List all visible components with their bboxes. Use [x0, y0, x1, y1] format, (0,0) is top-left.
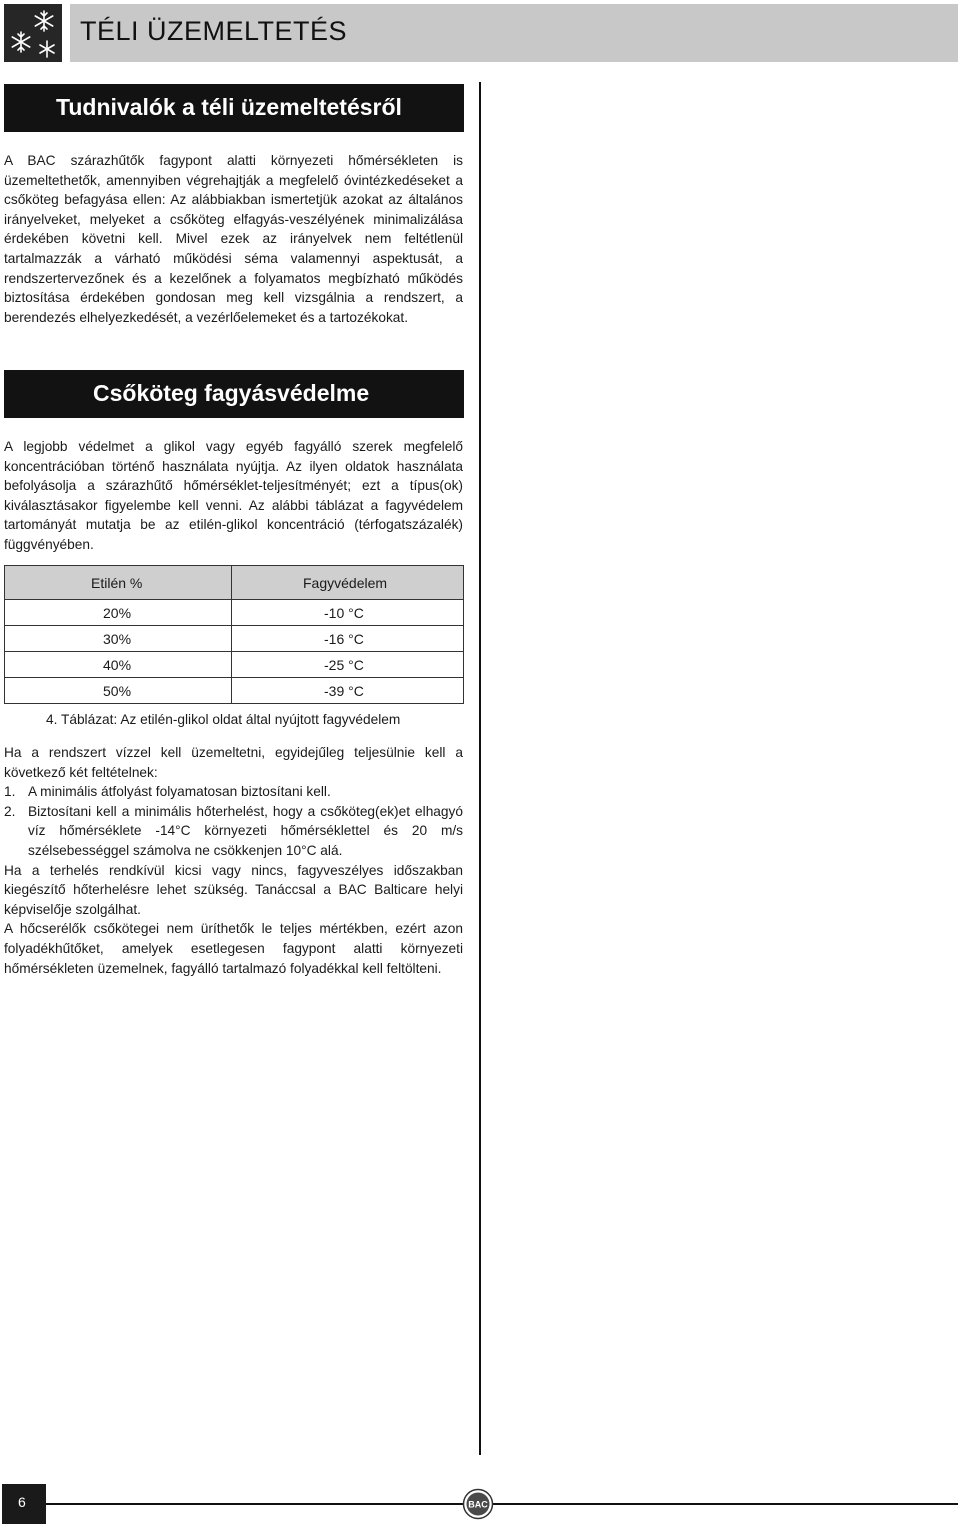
list-item: [4, 802, 463, 861]
conditions-list: [4, 782, 463, 860]
load-paragraph: Ha a terhelés rendkívül kicsi vagy nincs, fagyveszélyes időszakban kiegészítő hőterhelésre lehet szükség. Tanáccsal a BAC Balticare helyi képviselője szolgálhat.: [4, 862, 463, 917]
table-header-row: [5, 566, 464, 600]
snowflake-icon: [4, 4, 62, 62]
coils-paragraph: A hőcserélők csőkötegei nem üríthetők le teljes mértékben, ezért azon folyadékhűtőket, amelyek esetlegesen fagypont alatti környezeti hőmérsékleten üzemelnek, fagyálló tartalmazó folyadékkal kell feltölteni.: [4, 921, 463, 976]
page-number-box: [2, 1484, 46, 1524]
section-title: Csőköteg fagyásvédelme: [93, 380, 370, 406]
logo-text: BAC: [468, 1499, 488, 1510]
table-cell: 50%: [5, 678, 232, 704]
list-item-text: A minimális átfolyást folyamatosan biztosítani kell.: [28, 784, 331, 800]
list-item-text: Biztosítani kell a minimális hőterhelést, hogy a csőköteg(ek)et elhagyó víz hőmérséklete -14°C környezeti hőmérséklettel és 20 m/s szélsebességgel számolva ne csökkenjen 10°C alá.: [28, 803, 463, 858]
page-number: 6: [18, 1494, 26, 1510]
water-intro-paragraph: Ha a rendszert vízzel kell üzemeltetni, egyidejűleg teljesülnie kell a következő két feltételnek:: [4, 745, 463, 780]
section-heading-coil-frost: [4, 370, 464, 418]
section-title: Tudnivalók a téli üzemeltetésről: [56, 94, 402, 120]
list-item: [4, 782, 463, 802]
section-heading-winter-info: [4, 84, 464, 132]
bac-logo-icon: [462, 1488, 494, 1520]
header-bar: [70, 4, 958, 62]
page-title: TÉLI ÜZEMELTETÉS: [80, 16, 348, 46]
table-row: [5, 626, 464, 652]
table-cell: -39 °C: [232, 678, 464, 704]
table-row: [5, 678, 464, 704]
water-operation-block: [4, 743, 463, 978]
column-divider: [479, 82, 481, 1455]
column-header-frost-protection: Fagyvédelem: [232, 566, 464, 600]
table-cell: -10 °C: [232, 600, 464, 626]
table-row: [5, 652, 464, 678]
frost-protection-table: [4, 565, 464, 704]
table-cell: -25 °C: [232, 652, 464, 678]
glycol-paragraph: A legjobb védelmet a glikol vagy egyéb fagyálló szerek megfelelő koncentrációban történő használata nyújtja. Az ilyen oldatok használata befolyásolja a szárazhűtő hőmérséklet-teljesítményét; ezt a típus(ok) kiválasztásakor figyelembe kell venni. Az alábbi táblázat a fagyvédelem tartományát mutatja be az etilén-glikol koncentráció (térfogatszázalék) függvényében.: [4, 439, 463, 552]
list-number: 2.: [4, 803, 16, 819]
table-cell: 20%: [5, 600, 232, 626]
footer-rule: [46, 1503, 958, 1505]
column-header-ethylene: Etilén %: [5, 566, 232, 600]
list-number: 1.: [4, 784, 16, 800]
table-row: [5, 600, 464, 626]
table-cell: -16 °C: [232, 626, 464, 652]
table-caption: 4. Táblázat: Az etilén-glikol oldat által nyújtott fagyvédelem: [46, 712, 401, 727]
table-cell: 40%: [5, 652, 232, 678]
intro-paragraph: A BAC szárazhűtők fagypont alatti környezeti hőmérsékleten is üzemeltethetők, amennyiben végrehajtják a megfelelő óvintézkedéseket a csőköteg befagyása ellen: Az alábbiakban ismertetjük azokat az általános irányelveket, melyeket a csőköteg elfagyás-veszélyének minimalizálása érdekében követni kell. Mivel ezek az irányelvek nem feltétlenül tartalmazzák a várható működési séma valamennyi aspektusát, a rendszertervezőnek és a kezelőnek a folyamatos megbízható működés biztosítása érdekében gondosan meg kell vizsgálnia a rendszert, a berendezés elhelyezkedését, a vezérlőelemeket és a tartozékokat.: [4, 153, 463, 325]
table-cell: 30%: [5, 626, 232, 652]
